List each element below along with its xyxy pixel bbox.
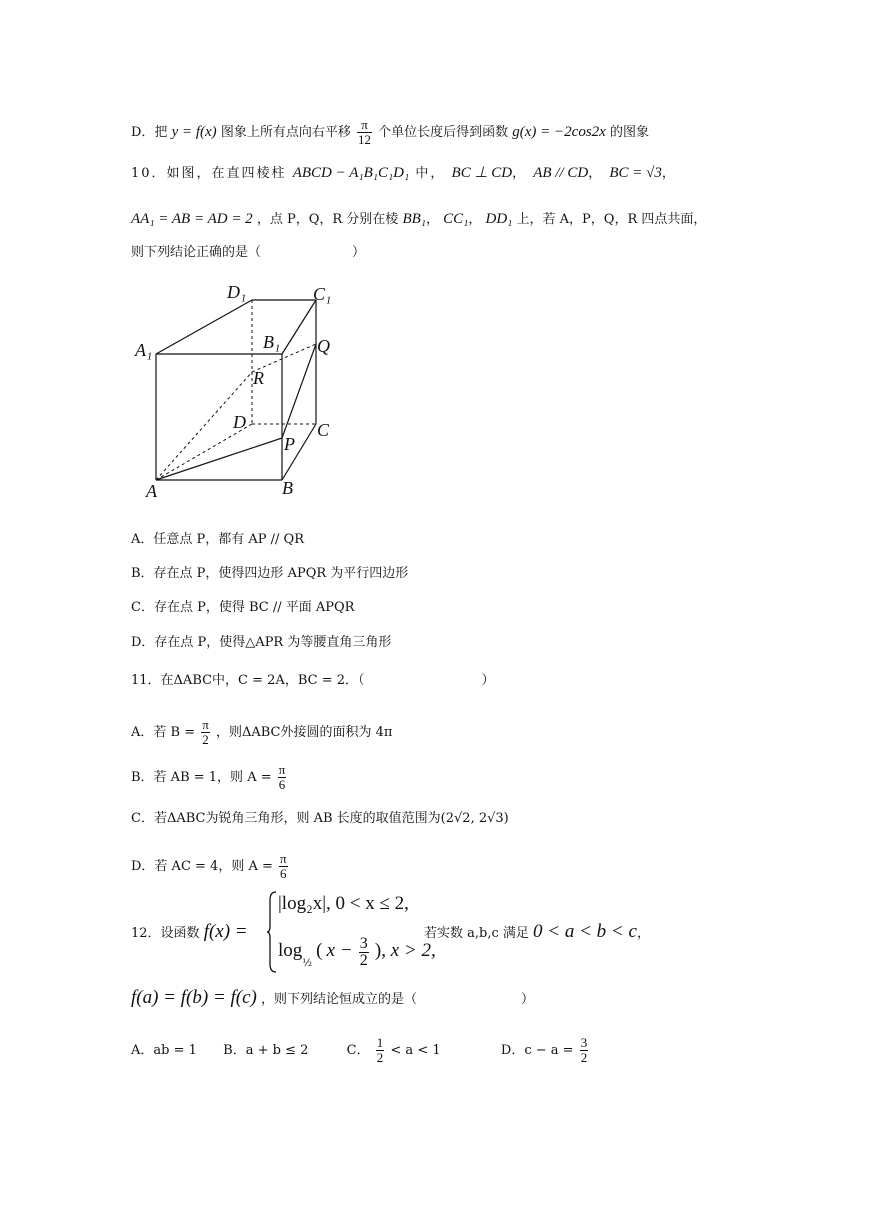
edge-a1d1 (156, 300, 252, 354)
fraction-numerator: π (202, 717, 209, 732)
edge-b1c1 (282, 300, 316, 354)
q10-stem-text2: ，点 P，Q，R 分别在棱 (256, 212, 399, 227)
fraction-denominator: 2 (359, 952, 368, 969)
label-d1: D₁ (227, 282, 247, 302)
label-b1: B₁ (263, 332, 281, 352)
log-text: log (278, 940, 303, 961)
q9-option-d (131, 118, 649, 147)
q12-equation: f(a) = f(b) = f(c) (131, 987, 257, 1008)
q9-option-d-text2: 个单位长度后得到函数 (378, 125, 509, 140)
fraction-numerator: 3 (580, 1035, 588, 1050)
q10-prism-name: ABCD − A₁B₁C₁D₁ (292, 165, 410, 181)
q10-edge-dd1: DD₁ (485, 211, 513, 227)
q11-d-pre: D．若 AC = 4，则 A = (131, 859, 273, 874)
segment-pq (282, 344, 316, 438)
q11-a-post: ，则ΔABC外接圆的面积为 4π (215, 725, 393, 740)
fraction-denominator: 6 (280, 866, 287, 881)
fraction-denominator: 12 (357, 132, 371, 147)
q12-stem-mid-text: 若实数 a,b,c 满足 (424, 926, 529, 941)
q12-stem-end: ，则下列结论恒成立的是（ ） (261, 992, 535, 1007)
label-q: Q (317, 336, 330, 356)
fraction-numerator: π (357, 118, 372, 133)
q11-a-pre: A．若 B = (131, 725, 196, 740)
fraction-denominator: 2 (580, 1050, 588, 1065)
q10-option-d: D．存在点 P，使得△APR 为等腰直角三角形 (131, 635, 392, 650)
fraction-denominator: 2 (202, 732, 209, 747)
q10-option-c: C．存在点 P，使得 BC // 平面 APQR (131, 600, 355, 615)
q12-c-fraction (376, 1036, 385, 1065)
q11-b-pre: B．若 AB = 1，则 A = (131, 770, 272, 785)
q10-stem-text3: 上，若 A，P，Q，R 四点共面， (516, 212, 707, 227)
label-p: P (284, 434, 295, 454)
q12-stem-line2 (131, 988, 534, 1010)
q10-edge-bb1: BB₁ (402, 211, 426, 227)
q11-b-fraction (278, 763, 287, 792)
label-r: R (253, 368, 264, 388)
fraction-numerator: π (278, 762, 286, 777)
q11-option-c: C．若ΔABC为锐角三角形，则 AB 长度的取值范围为(2√2, 2√3) (131, 811, 509, 826)
q11-option-a (131, 718, 392, 747)
q12-comma: ， (636, 926, 650, 941)
q12-stem-text: 12．设函数 (131, 926, 200, 941)
q11-option-b (131, 763, 288, 792)
label-b: B (282, 478, 293, 498)
q11-option-d (131, 852, 290, 881)
q12-option-d (500, 1035, 590, 1065)
q10-option-a: A．任意点 P，都有 AP // QR (131, 532, 305, 547)
q9-option-d-end: 的图象 (609, 125, 649, 140)
label-c1: C₁ (313, 284, 332, 304)
fraction-denominator: 6 (278, 777, 286, 792)
fraction-numerator: π (280, 851, 287, 866)
q12-case-1: |log₂x|, 0 < x ≤ 2, (278, 893, 409, 914)
q10-stem-line2: AA₁ = AB = AD = 2 ，点 P，Q，R 分别在棱 BB₁， CC₁， DD₁ 上，若 A，P，Q，R 四点共面， (131, 211, 707, 227)
segment-ap (156, 438, 282, 480)
q9-option-d-text: 图象上所有点向右平移 (220, 125, 351, 140)
q12-function-label: f(x) = (203, 921, 248, 942)
log-argument: x − (326, 940, 353, 961)
q9-shift-fraction (357, 118, 372, 147)
q10-option-b: B．存在点 P，使得四边形 APQR 为平行四边形 (131, 566, 409, 581)
q12-option-c (346, 1035, 445, 1065)
q10-stem-line1: 10．如图，在直四棱柱 ABCD − A₁B₁C₁D₁ 中， BC ⊥ CD， AB // CD， BC = √3， (131, 165, 677, 181)
q10-edge-cc1: CC₁ (443, 211, 469, 227)
label-d: D (233, 412, 246, 432)
q9-option-d-label: D．把 (131, 125, 168, 140)
label-a: A (146, 481, 157, 501)
q12-c-post: < a < 1 (390, 1043, 441, 1058)
label-a1: A₁ (135, 340, 153, 360)
q12-left-brace (266, 890, 278, 974)
q10-stem-text: 10．如图，在直四棱柱 (131, 166, 287, 181)
q12-c-pre: C． (346, 1043, 370, 1058)
q12-d-pre: D．c − a = (500, 1043, 574, 1058)
q10-prism-figure (131, 278, 361, 503)
q10-stem-line3: 则下列结论正确的是（ ） (131, 245, 366, 260)
q11-a-fraction (201, 718, 210, 747)
fraction-numerator: 1 (376, 1035, 384, 1050)
q12-stem-mid (424, 922, 650, 944)
q9-function-f: y = f(x) (171, 124, 217, 140)
edge-ad-hidden (156, 424, 252, 480)
q10-condition-2: AB // CD (533, 165, 589, 181)
fraction-denominator: 2 (376, 1050, 384, 1065)
q11-stem: 11．在ΔABC中，C = 2A，BC = 2．（ ） (131, 673, 495, 688)
q10-stem-zhong: 中， (415, 166, 446, 181)
log-base: ½ (302, 958, 312, 969)
q12-inequality: 0 < a < b < c (533, 921, 637, 942)
q12-d-fraction (580, 1036, 589, 1065)
q10-condition-4: AA₁ = AB = AD = 2 (131, 211, 253, 227)
q12-case2-condition: , x > 2, (381, 940, 436, 961)
fraction-numerator: 3 (359, 935, 368, 952)
q12-case-2: $\log_{\frac{1}{2}}$ ( x − $\frac{3}{2}$ ), x > 2, (278, 935, 436, 969)
q12-stem-pre (131, 922, 248, 944)
q12-options (131, 1036, 590, 1065)
label-c: C (317, 420, 330, 440)
q9-function-g: g(x) = −2cos2x (512, 124, 606, 140)
q12-case2-fraction (359, 936, 369, 969)
q12-option-b: B．a + b ≤ 2 (223, 1043, 309, 1058)
q10-condition-3: BC = √3 (609, 165, 662, 181)
q10-condition-1: BC ⊥ CD (451, 165, 513, 181)
q11-d-fraction (279, 852, 288, 881)
q12-option-a: A．ab = 1 (131, 1043, 197, 1058)
